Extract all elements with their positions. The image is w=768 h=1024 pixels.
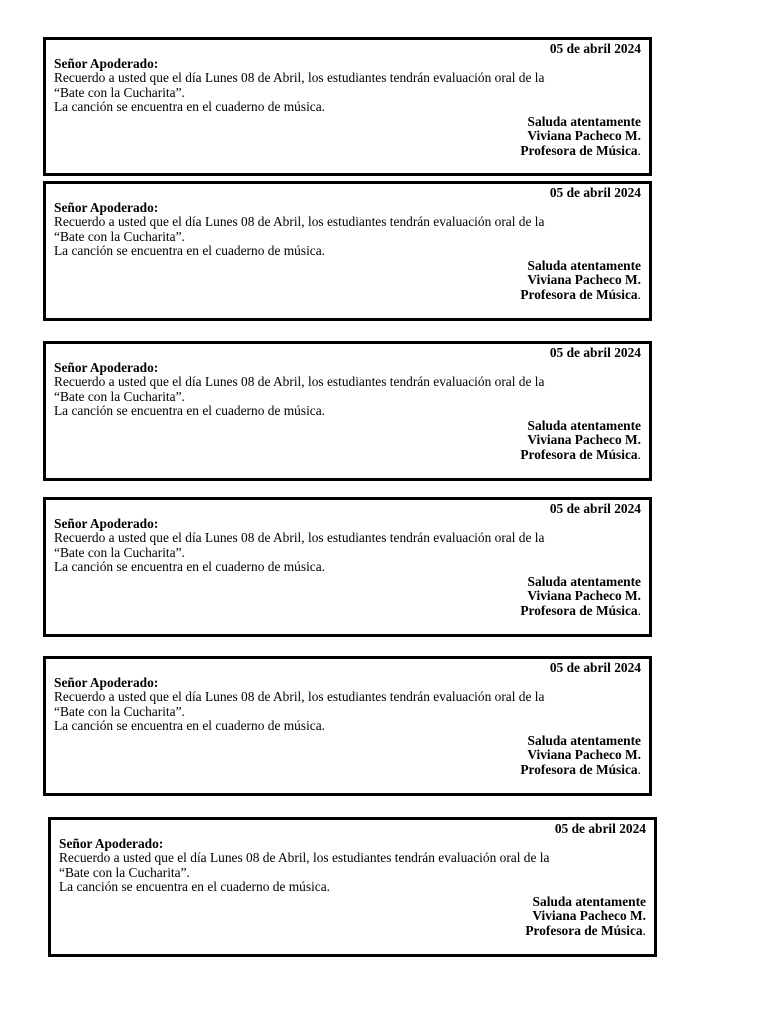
note-role: Profesora de Música (520, 602, 638, 618)
note-body-line-3: La canción se encuentra en el cuaderno de música. (59, 879, 331, 894)
note-card-3 (43, 341, 652, 481)
note-body-line-1: Recuerdo a usted que el día Lunes 08 de Abril, los estudiantes tendrán evaluación oral de la (54, 214, 545, 229)
note-signature (59, 895, 646, 939)
note-body-line-3: La canción se encuentra en el cuaderno de música. (54, 718, 326, 733)
note-body-line-2: “Bate con la Cucharita”. (54, 544, 185, 560)
note-role-period: . (637, 602, 641, 618)
note-card-5 (43, 656, 652, 796)
note-card-1 (43, 37, 652, 176)
note-card-2 (43, 181, 652, 321)
note-body-line-3: La canción se encuentra en el cuaderno de música. (54, 403, 326, 418)
note-body-line-2: “Bate con la Cucharita”. (54, 388, 185, 404)
note-signature (54, 115, 641, 159)
note-greeting: Señor Apoderado: (54, 55, 159, 71)
note-signer: Viviana Pacheco M. (527, 432, 641, 447)
note-signer: Viviana Pacheco M. (527, 272, 641, 287)
note-closing: Saluda atentamente (527, 732, 641, 748)
note-body-line-1: Recuerdo a usted que el día Lunes 08 de Abril, los estudiantes tendrán evaluación oral de la (59, 850, 550, 865)
note-body-line-1: Recuerdo a usted que el día Lunes 08 de Abril, los estudiantes tendrán evaluación oral de la (54, 530, 545, 545)
note-role: Profesora de Música (525, 922, 643, 938)
note-signature (54, 734, 641, 778)
note-body-line-3: La canción se encuentra en el cuaderno de música. (54, 559, 326, 574)
note-signer: Viviana Pacheco M. (527, 128, 641, 143)
note-body-line-2: “Bate con la Cucharita”. (54, 84, 185, 100)
note-date: 05 de abril 2024 (549, 41, 641, 56)
note-greeting: Señor Apoderado: (54, 515, 159, 531)
note-greeting: Señor Apoderado: (54, 199, 159, 215)
note-signer: Viviana Pacheco M. (532, 908, 646, 923)
note-role-period: . (637, 286, 641, 302)
note-closing: Saluda atentamente (527, 573, 641, 589)
note-card-6 (48, 817, 657, 957)
note-role: Profesora de Música (520, 286, 638, 302)
note-signer: Viviana Pacheco M. (527, 747, 641, 762)
note-closing: Saluda atentamente (532, 893, 646, 909)
note-body-line-2: “Bate con la Cucharita”. (59, 864, 190, 880)
note-greeting: Señor Apoderado: (54, 359, 159, 375)
note-signature (54, 419, 641, 463)
note-greeting: Señor Apoderado: (59, 835, 164, 851)
note-closing: Saluda atentamente (527, 257, 641, 273)
note-role-period: . (642, 922, 646, 938)
note-date: 05 de abril 2024 (549, 660, 641, 675)
note-date: 05 de abril 2024 (549, 185, 641, 200)
note-card-4 (43, 497, 652, 637)
note-role-period: . (637, 142, 641, 158)
note-signer: Viviana Pacheco M. (527, 588, 641, 603)
note-role-period: . (637, 446, 641, 462)
note-closing: Saluda atentamente (527, 113, 641, 129)
note-closing: Saluda atentamente (527, 417, 641, 433)
note-signature (54, 259, 641, 303)
note-date: 05 de abril 2024 (549, 345, 641, 360)
note-signature (54, 575, 641, 619)
note-role-period: . (637, 761, 641, 777)
note-greeting: Señor Apoderado: (54, 674, 159, 690)
note-body-line-3: La canción se encuentra en el cuaderno de música. (54, 243, 326, 258)
note-role: Profesora de Música (520, 761, 638, 777)
note-date: 05 de abril 2024 (549, 501, 641, 516)
note-date: 05 de abril 2024 (554, 821, 646, 836)
note-role: Profesora de Música (520, 142, 638, 158)
note-body-line-1: Recuerdo a usted que el día Lunes 08 de Abril, los estudiantes tendrán evaluación oral de la (54, 70, 545, 85)
note-body-line-2: “Bate con la Cucharita”. (54, 703, 185, 719)
note-body-line-1: Recuerdo a usted que el día Lunes 08 de Abril, los estudiantes tendrán evaluación oral de la (54, 689, 545, 704)
note-body-line-1: Recuerdo a usted que el día Lunes 08 de Abril, los estudiantes tendrán evaluación oral de la (54, 374, 545, 389)
note-role: Profesora de Música (520, 446, 638, 462)
note-body-line-3: La canción se encuentra en el cuaderno de música. (54, 99, 326, 114)
note-body-line-2: “Bate con la Cucharita”. (54, 228, 185, 244)
